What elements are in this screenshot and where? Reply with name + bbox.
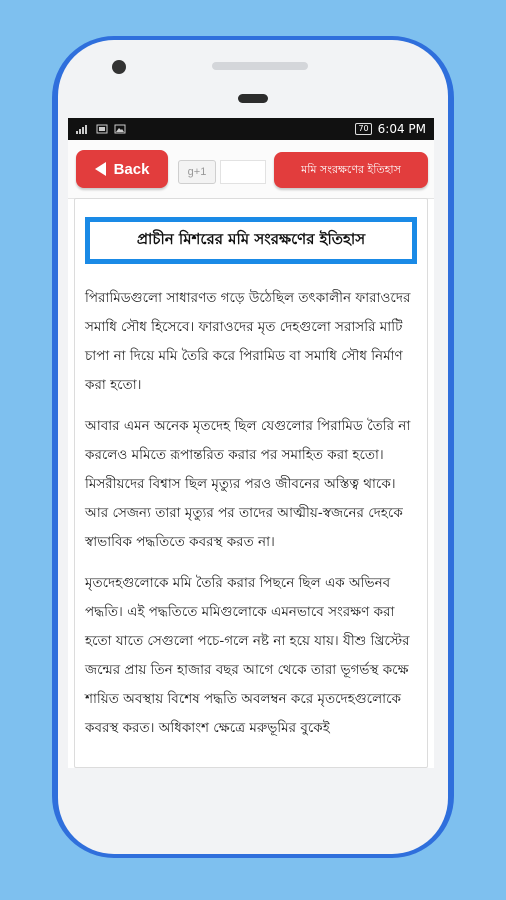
back-button[interactable] — [76, 150, 168, 188]
front-camera — [112, 60, 126, 74]
image-icon — [114, 124, 126, 134]
app-toolbar — [68, 140, 434, 199]
google-plus-count — [220, 160, 266, 184]
earpiece-speaker — [212, 62, 308, 70]
status-icons-right — [355, 122, 426, 136]
article-content[interactable] — [74, 198, 428, 768]
back-button-label: Back — [113, 160, 150, 178]
article-paragraph: মৃতদেহগুলোকে মমি তৈরি করার পিছনে ছিল এক অভিনব পদ্ধতি। এই পদ্ধতিতে মমিগুলোকে এমনভাবে সংরক্ষণ করা হতো যাতে সেগুলো পচে-গলে নষ্ট না হয়ে যায়। যীশু খ্রিস্টের জন্মের প্রায় তিন হাজার বছর আগে থেকে তারা ভূগর্ভস্থ কক্ষে শায়িত অবস্থায় বিশেষ পদ্ধতি অবলম্বন করে মৃতদেহগুলোকে কবরস্থ করত। অধিকাংশ ক্ষেত্রে মরুভূমির বুকেই — [85, 575, 410, 736]
article-title: প্রাচীন মিশরের মমি সংরক্ষণের ইতিহাস — [85, 217, 417, 264]
article-paragraph: আবার এমন অনেক মৃতদেহ ছিল যেগুলোর পিরামিড তৈরি না করলেও মমিতে রূপান্তরিত করার পর সমাহিত করা হতো। মিসরীয়দের বিশ্বাস ছিল মৃত্যুর পরও জীবনের অস্তিত্ব থাকে। আর সেজন্য তারা মৃত্যুর পর তাদের আত্মীয়-স্বজনের দেহকে স্বাভাবিক পদ্ধতিতে কবরস্থ করত না। — [85, 418, 411, 550]
proximity-sensor — [238, 94, 268, 103]
status-icons-left — [76, 124, 126, 134]
notification-icon — [96, 124, 108, 134]
signal-icon — [76, 124, 90, 134]
battery-icon: 70 — [355, 123, 371, 135]
phone-screen — [68, 118, 434, 768]
status-bar — [68, 118, 434, 140]
status-time: 6:04 PM — [377, 122, 426, 136]
google-plus-button[interactable]: g+1 — [178, 160, 216, 184]
article-paragraph: পিরামিডগুলো সাধারণত গড়ে উঠেছিল তৎকালীন ফারাওদের সমাধি সৌধ হিসেবে। ফারাওদের মৃত দেহগুলো সরাসরি মাটি চাপা না দিয়ে মমি তৈরি করে পিরামিড বা সমাধি সৌধ নির্মাণ করা হতো। — [85, 290, 411, 393]
back-arrow-icon — [95, 162, 106, 176]
topic-title-button[interactable]: মমি সংরক্ষণের ইতিহাস — [274, 152, 428, 188]
